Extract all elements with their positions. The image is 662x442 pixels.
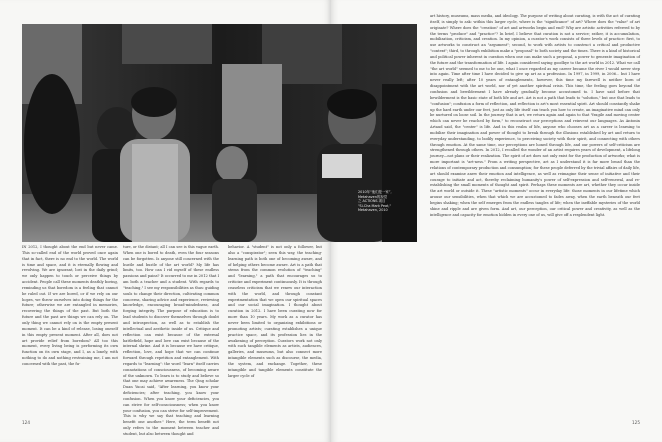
page-number-right: 125: [632, 420, 640, 425]
body-column-3: [228, 245, 322, 415]
body-column-1: [22, 245, 118, 415]
body-text: IN 2012, I thought about the end but never came. This so-called end of the world proved once again that in fact, there is no end to the world. The world is time and space, and it is eternally flowing and revolving. We are ignorant, lost in the daily grind; we only happen to touch or perceive things by accident. People call these moments deathly boring, reminding us that boredom is a feeling that cannot be ruled out. If we are bored, or if we rely on our hopes, we throw ourselves into doing things for the future; otherwise we are entangled in memories, recovering the things of the past. But both the future and the past are things we can rely on. The only thing we cannot rely on is the empty present moment. It can be a kind of release, losing oneself in this empty present moment. After all, does not art provide relief from boredom? All too this moment, every living being is performing its own function on its own stage, and I, as a lonely, with nothing to do and nothing restraining me, I am not concerned with the past, the fu-: [22, 245, 118, 366]
caption-line: 2010年“他们是一家”,: [358, 190, 392, 194]
body-text: behavior. A "student" is not only a follower, but also a "conspirator"; seen this way, the teaching-learning path is both one of becoming aware, and of helping others become aware. Art is a path that stems from the common evolution of "teaching" and "learning," a path that encourages us to criticize and experiment continuously. It is through ceaseless criticism that we renew our interaction with the world, and through constant experimentation that we open our spiritual spaces and our social imagination. I thought about curation in 2012. I have been curating now for more than 10 years. My work as a curator has never been limited to organizing exhibitions or promoting artists; curating establishes a unique practice space, and its profession lies in the awakening of perception. Curators work not only with such tangible elements as artists, audiences, galleries, and museums, but also connect more intangible elements such as discourse, the media, the system, and exchange. Together, these intangible and tangible elements constitute the larger cycle of: [228, 245, 322, 378]
caption-line: Metahaven的视觉: [358, 194, 388, 199]
body-text: ture, or the distant; all I can see is this vague earth. When one is bored to death, even the four seasons can be forgotten. Is anyone still concerned with the hustle and bustle of the art world? My life has limits, too. How can I rid myself of these endless passions and pains? It occurred to me in 2012 that I am both a teacher and a student. With regards to "teaching," I see my responsibilities as thus: guiding souls to change their direction, cultivating common concerns, sharing advice and experience, reviewing knowledge, encouraging broad-mindedness, and forging integrity. The purpose of education is to lead students to discover themselves through doubt and introspection, as well as to establish the intellectual and aesthetic inside of us. Critique and reflection can exist because of the external battlefield, hope and love can exist because of the internal shrine. And it is because we have critique, reflection, love, and hope that we can continue forward through repetition and entanglement. With regards to "learning": the word "learn" itself carries connotations of consciousness, of becoming aware of the unknown. To learn is to study and believe so that one may achieve awareness. The Qing scholar Duan Yucai said, "After learning, you know your deficiencies; after teaching, you know your confusion. When you know your deficiencies, you can strive for self-consciousness; when you know your confusion, you can strive for self-improvement. This is why we say that teaching and learning benefit one another." Here, the term benefit not only refers to the moment between teacher and student, but also between thought and: [123, 245, 219, 436]
caption-line: Metahaven, 2010: [358, 208, 388, 213]
caption-line: "Si-Cha Mark Peat,": [358, 203, 392, 208]
page-number-left: 124: [22, 420, 30, 425]
body-column-4: [430, 14, 640, 424]
body-column-2: [123, 245, 219, 436]
photo-caption: [358, 190, 414, 213]
caption-line: 之 ACTIONS 项目: [358, 199, 386, 204]
body-text: art history, museums, mass media, and ideology. The purpose of writing about curating, is with the act of curating itself, is simply to ask: within this larger cycle, where is the "significance" of art? Where does the "value" of art originate? Where does the "creation" of art and artworks begin and end? Why are artistic activities referred to by the terms "produce" and "practice"? In brief, I believe that curation is not a service; rather, it is accumulation, mobilization, criticism, and creation. In my opinion, a curator's work consists of three levels of practice: first, to use artworks to construct an "argument"; second, to work with artists to construct a critical and productive "context"; third, to through exhibition make a "proposal" to both society and the times. There is a kind of historical and political power inherent in curation when one can make such a proposal, a power to generate imagination of the future and the transformation of life. I again considered saying goodbye to the art world in 2012. What we call "the art world" seemed to me to be one, what I once regarded as my career became the river I would never step into again. Time after time I have decided to give up art as a profession. In 1997, in 1999, in 2006... but I have never really left; after 10 years of entanglements, however, this time my farewell is neither born of disappointment with the art world, nor of yet another spiritual crisis. This time, the feeling goes beyond the confusion and bewilderment I have already gradually become accustomed to. I have said before that bewilderment is the basic state of both life and art. Art is not a path that leads to "solution," but one that leads to "confusion"; confusion a form of reflection, and reflection is art's most essential spirit. Art should constantly shake up the hard earth under our feet, just as only life itself can teach you how to create, an imaginative mind can only be nurtured on loose soil. In the journey that is art, we return again and again to that "fragile and moving center which can never be reached by form," to reconstruct our perceptions and reinvent our languages. As Antonin Artaud said, the "center" is life. And in this realm of life, anyone who chooses art as a career is learning to mobilize their imagination and power of thought to break through the illusions established by art and return to everyday understanding, to bodily experience, to perceiving society with their spirit, and connecting with others through emotion. At the same time, our perceptions are honed through life, and our powers of self-criticism are strengthened through others. In 2012, I recalled the wonder of an artist requires years of development, a lifelong journey—not plans or their realization. The spirit of art does not only exist for the production of artworks; what is more important is "art-ness." From a writing perspective, art as I understand it is far more broad than the relations of contemporary production and consumption; for these people deferred by the trivial affairs of daily life, art should examine anew their emotion and intelligence, as well as reimagine their sense of initiative and their courage to initiate and act, thereby reclaiming humanity's power of self-expression and self-renewal, and re-establishing the small moments of thought and spirit. Perhaps these moments are art, whether they occur inside the art world or outside it. These "artistic moments" occur in everyday life: those moments in our lifetime which arouse our sensibilities, when that which we are accustomed to fades away, when the earth beneath our feet begins shaking; when the self emerges from the endless tangles of life; when the ineffable mysteries of the world shine and ripple and are given form. And art, our perception, our critical power and creativity, as well as the intelligence and capacity for emotion hidden in every one of us, will give off a resplendent light.: [430, 14, 640, 217]
